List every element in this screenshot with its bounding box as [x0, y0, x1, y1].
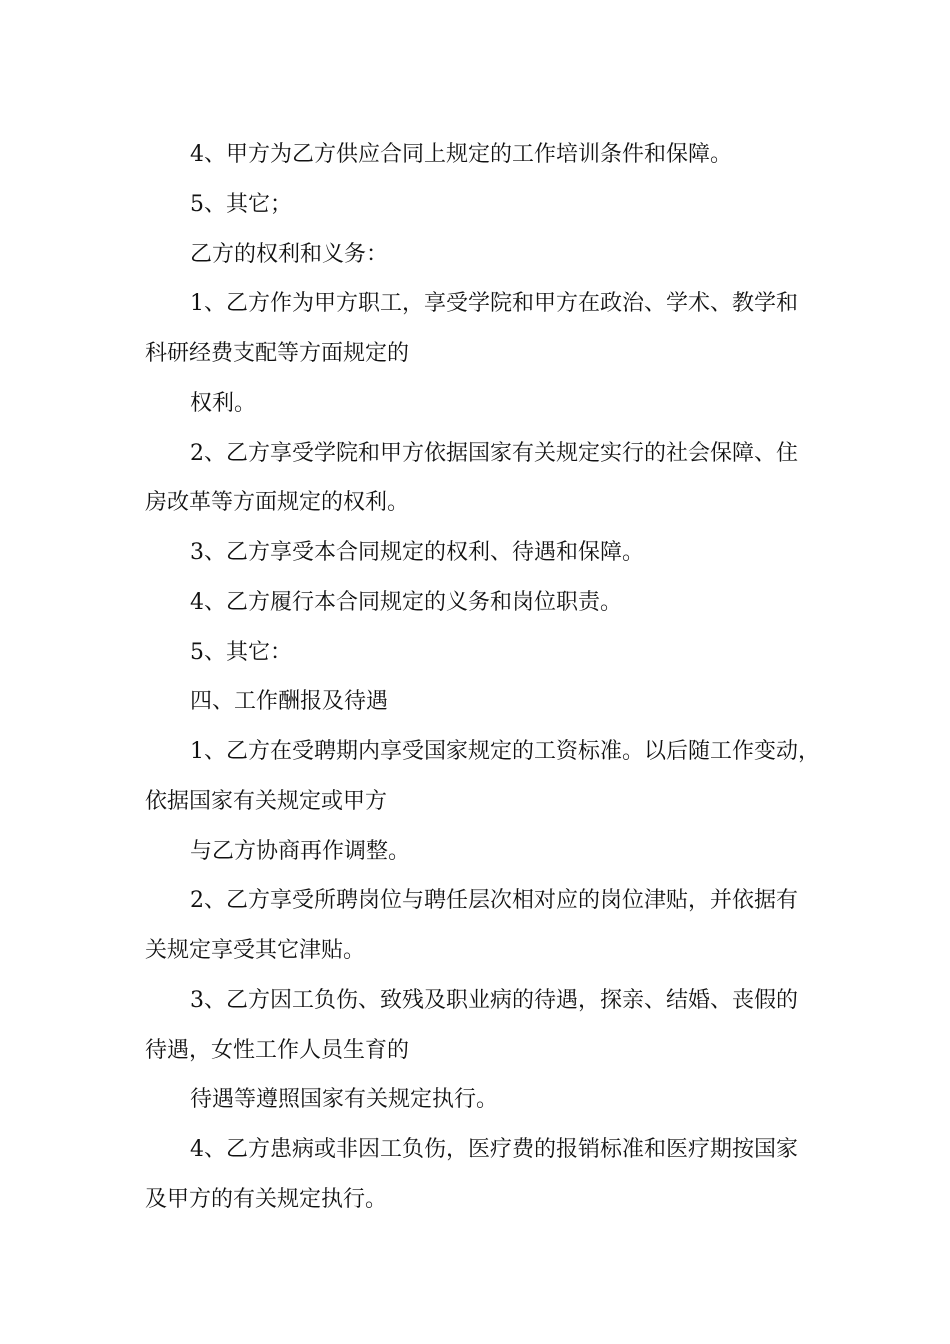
paragraph-line: 5、其它：: [190, 639, 292, 665]
paragraph-line: 及甲方的有关规定执行。: [145, 1186, 388, 1212]
paragraph-line: 与乙方协商再作调整。: [190, 838, 411, 864]
paragraph-line: 4、乙方患病或非因工负伤，医疗费的报销标准和医疗期按国家: [190, 1137, 798, 1162]
paragraph-line: 4、乙方履行本合同规定的义务和岗位职责。: [190, 589, 622, 615]
paragraph-line: 1、乙方作为甲方职工，享受学院和甲方在政治、学术、教学和: [190, 291, 798, 317]
paragraph-line: 房改革等方面规定的权利。: [145, 490, 410, 516]
paragraph-line: 依据国家有关规定或甲方: [145, 788, 388, 814]
paragraph-line: 关规定享受其它津贴。: [145, 938, 366, 963]
paragraph-line: 4、甲方为乙方供应合同上规定的工作培训条件和保障。: [190, 142, 732, 167]
section-heading: 四、工作酬报及待遇: [190, 689, 389, 715]
paragraph-line: 3、乙方因工负伤、致残及职业病的待遇，探亲、结婚、丧假的: [190, 987, 798, 1013]
section-heading: 乙方的权利和义务：: [190, 241, 389, 267]
paragraph-line: 1、乙方在受聘期内享受国家规定的工资标准。以后随工作变动，: [190, 739, 820, 764]
paragraph-line: 权利。: [190, 390, 257, 416]
paragraph-line: 待遇等遵照国家有关规定执行。: [190, 1087, 499, 1113]
paragraph-line: 待遇，女性工作人员生育的: [145, 1037, 410, 1063]
paragraph-line: 2、乙方享受所聘岗位与聘任层次相对应的岗位津贴，并依据有: [190, 888, 798, 914]
paragraph-line: 3、乙方享受本合同规定的权利、待遇和保障。: [190, 540, 644, 565]
paragraph-line: 5、其它；: [190, 191, 292, 217]
paragraph-line: 2、乙方享受学院和甲方依据国家有关规定实行的社会保障、住: [190, 440, 798, 466]
paragraph-line: 科研经费支配等方面规定的: [145, 341, 410, 366]
document-body: [145, 130, 825, 1225]
